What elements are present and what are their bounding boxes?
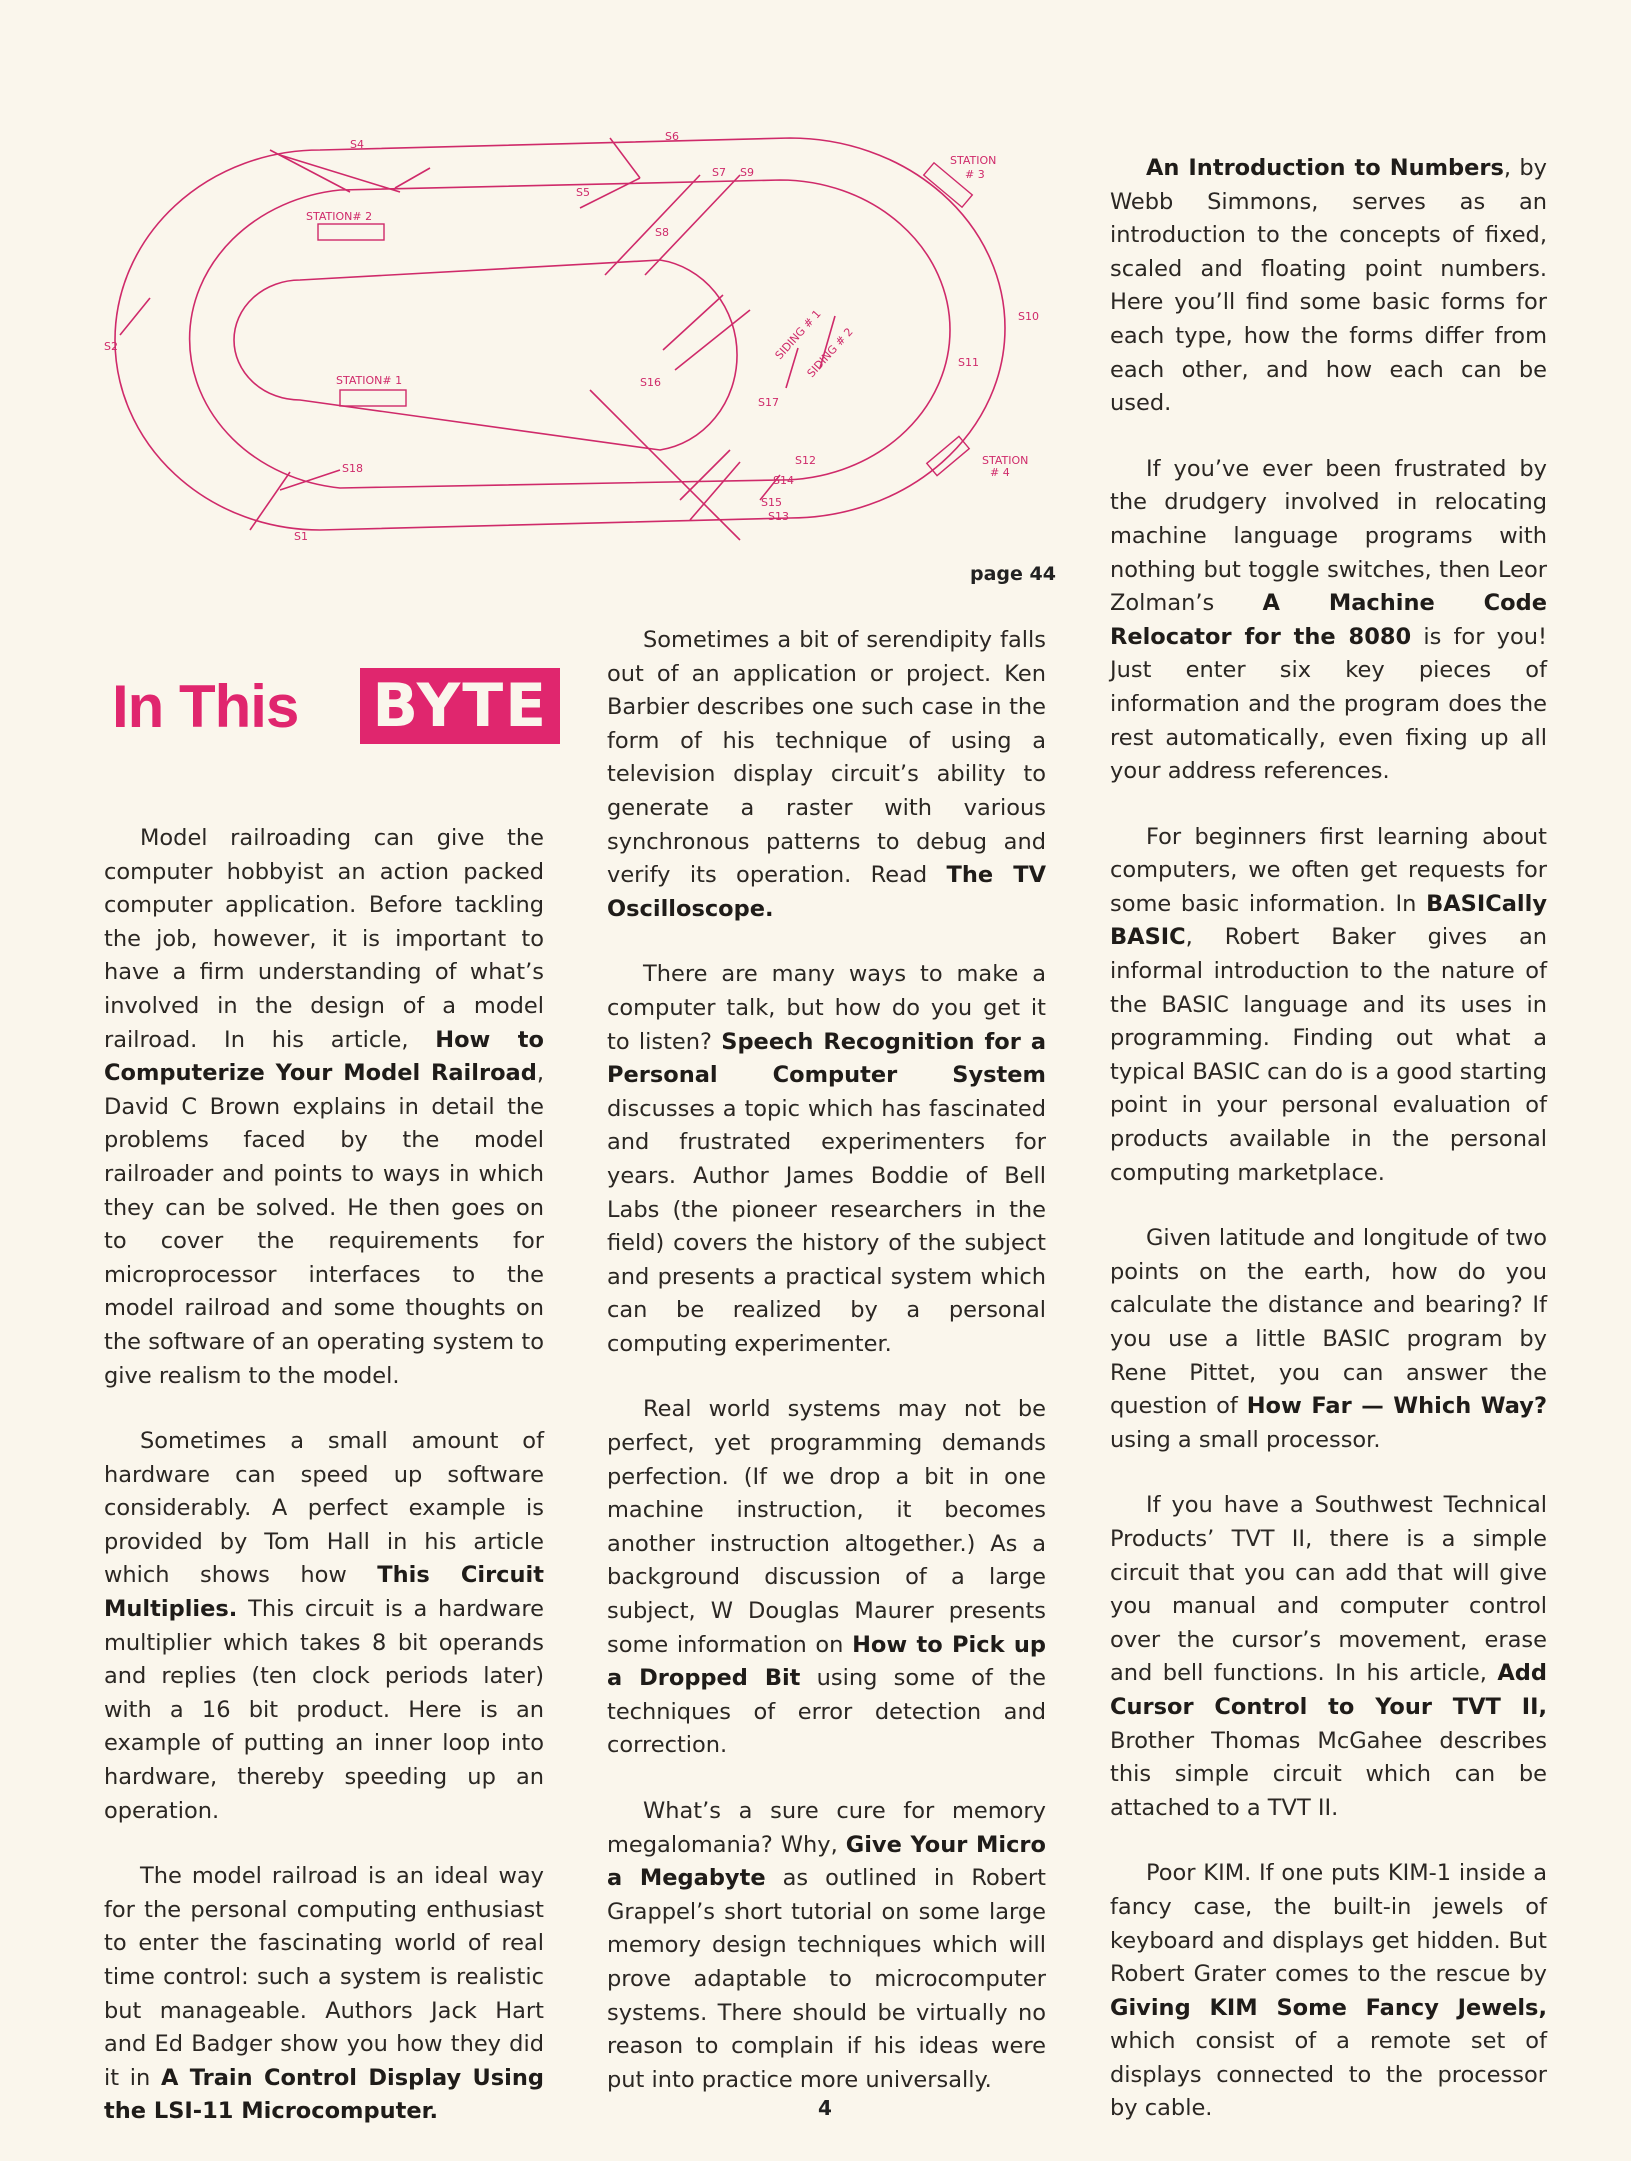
page-number: 4 xyxy=(818,2096,832,2120)
paragraph-text: Given latitude and longitude of two points on the earth, how do you calculate the distance and bearing? If you use a little BASIC program by Rene Pittet, you can answer the question of xyxy=(1110,1225,1547,1420)
outer-track xyxy=(115,138,1005,530)
paragraph-text: For beginners first learning about computers, we often get requests for some basic information. In xyxy=(1110,823,1547,917)
paragraph-text: using some of the techniques of error detection and correction. xyxy=(607,1665,1046,1759)
station-1-block xyxy=(340,390,406,406)
paragraph-text: is for you! Just enter six key pieces of information and the program does the rest automatically, even fixing up all your address references. xyxy=(1110,623,1547,785)
paragraph-text: which consist of a remote set of displays connected to the processor by cable. xyxy=(1110,2028,1547,2122)
switch-label: S12 xyxy=(795,454,816,467)
station-label: # 4 xyxy=(990,466,1010,479)
siding-label: SIDING # 1 xyxy=(772,307,824,363)
paragraph-text: Brother Thomas McGahee describes this simple circuit which can be attached to a TVT II. xyxy=(1110,1727,1547,1821)
article-title: A Machine Code Relocator for the 8080 xyxy=(1110,590,1547,650)
article-column-3 xyxy=(1110,152,1547,2158)
article-paragraph xyxy=(607,624,1046,926)
article-title: An Introduction to Numbers xyxy=(1146,155,1504,181)
switch-label: S2 xyxy=(104,340,118,353)
paragraph-text: If you have a Southwest Technical Products’ TVT II, there is a simple circuit that you can add that will give you manual and computer control over the cursor’s movement, erase and bell functions. In his article, xyxy=(1110,1492,1547,1687)
heading-text: In This xyxy=(112,672,299,740)
switch-label: S13 xyxy=(768,510,789,523)
article-paragraph xyxy=(1110,821,1547,1191)
article-title: This Circuit Multiplies. xyxy=(104,1562,544,1623)
paragraph-text: Poor KIM. If one puts KIM-1 inside a fancy case, the built-in jewels of keyboard and displays get hidden. But Robert Grater comes to the rescue by xyxy=(1110,1860,1547,1988)
switch-label: S18 xyxy=(342,462,363,475)
article-column-2 xyxy=(607,624,1046,2129)
inner-track xyxy=(234,260,737,450)
paragraph-text: If you’ve ever been frustrated by the drudgery involved in relocating machine language programs with nothing but toggle switches, then Leor Zolman’s xyxy=(1110,455,1547,617)
article-title: BASICally BASIC xyxy=(1110,890,1547,951)
article-paragraph xyxy=(104,1425,544,1828)
paragraph-text: as outlined in Robert Grappel’s short tutorial on some large memory design techniques which will prove adaptable to microcomputer systems. There should be virtually no reason to complain if his ideas were put into practice more universally. xyxy=(607,1865,1046,2093)
switch-label: S1 xyxy=(294,530,308,543)
paragraph-text: discusses a topic which has fascinated and frustrated experimenters for years. Author James Boddie of Bell Labs (the pioneer researchers in the field) covers the history of the subject and presents a practical system which can be realized by a personal computing experimenter. xyxy=(607,1095,1046,1357)
article-paragraph xyxy=(607,1393,1046,1763)
article-title: Giving KIM Some Fancy Jewels, xyxy=(1110,1994,1547,2021)
switch-label: S11 xyxy=(958,356,979,369)
switch-label: S8 xyxy=(655,226,669,239)
article-column-1 xyxy=(104,822,544,2161)
article-paragraph xyxy=(607,958,1046,1361)
switch-label: S9 xyxy=(740,166,754,179)
article-paragraph xyxy=(1110,152,1547,421)
article-paragraph xyxy=(1110,453,1547,789)
paragraph-text: Sometimes a bit of serendipity falls out of an application or project. Ken Barbier describes one such case in the form of his technique of using a television display circuit’s ability to generate a raster with various synchronous patterns to debug and verify its operation. Read xyxy=(607,627,1046,889)
article-paragraph xyxy=(607,1795,1046,2097)
byte-logo: BYTE xyxy=(360,668,560,744)
switch-label: S5 xyxy=(576,186,590,199)
switch-label: S14 xyxy=(773,474,794,487)
paragraph-text: , by Webb Simmons, serves as an introduction to the concepts of fixed, scaled and floating point numbers. Here you’ll find some basic forms for each type, how the forms differ from each other, and how each can be used. xyxy=(1110,155,1547,417)
article-title: Give Your Micro a Megabyte xyxy=(607,1831,1046,1892)
station-label: STATION xyxy=(982,454,1029,467)
switch-label: S6 xyxy=(665,130,679,143)
siding-label: SIDING # 2 xyxy=(804,325,856,381)
article-title: Add Cursor Control to Your TVT II, xyxy=(1110,1660,1547,1720)
paragraph-text: Model railroading can give the computer hobbyist an action packed computer application. Before tackling the job, however, it is important to have a firm understanding of what’s involved in the design of a model railroad. In his article, xyxy=(104,825,544,1053)
article-paragraph xyxy=(104,1860,544,2129)
railroad-layout-diagram xyxy=(100,120,1040,560)
paragraph-text: The model railroad is an ideal way for the personal computing enthusiast to enter the fascinating world of real time control: such a system is realistic but manageable. Authors Jack Hart and Ed Badger show you how they did it in xyxy=(104,1863,544,2091)
switch-label: S17 xyxy=(758,396,779,409)
paragraph-text: Sometimes a small amount of hardware can speed up software considerably. A perfect example is provided by Tom Hall in his article which shows how xyxy=(104,1428,544,1589)
paragraph-text: This circuit is a hardware multiplier which takes 8 bit operands and replies (ten clock periods later) with a 16 bit product. Here is an example of putting an inner loop into hardware, thereby speeding up an operation. xyxy=(104,1596,544,1824)
article-title: Speech Recognition for a Personal Computer System xyxy=(607,1028,1047,1089)
station-2-block xyxy=(318,224,384,240)
article-title: How to Pick up a Dropped Bit xyxy=(607,1631,1047,1692)
page-reference: page 44 xyxy=(970,563,1056,585)
paragraph-text: Real world systems may not be perfect, yet programming demands perfection. (If we drop a bit in one machine instruction, it becomes another instruction altogether.) As a background discussion of a large subject, W Douglas Maurer presents some information on xyxy=(607,1396,1046,1658)
article-title: How Far — Which Way? xyxy=(1246,1393,1548,1420)
station-label: STATION xyxy=(950,154,997,167)
paragraph-text: There are many ways to make a computer talk, but how do you get it to listen? xyxy=(607,961,1046,1055)
switch-label: S16 xyxy=(640,376,661,389)
article-paragraph xyxy=(1110,1857,1547,2126)
station-label: STATION# 2 xyxy=(306,210,373,223)
article-paragraph xyxy=(104,822,544,1393)
section-heading xyxy=(112,668,560,744)
station-label: STATION# 1 xyxy=(336,374,403,387)
middle-track xyxy=(190,180,950,488)
article-paragraph xyxy=(1110,1489,1547,1825)
switch-label: S15 xyxy=(761,496,782,509)
article-paragraph xyxy=(1110,1222,1547,1457)
paragraph-text: using a small processor. xyxy=(1110,1426,1381,1453)
article-title: How to Computerize Your Model Railroad xyxy=(104,1026,544,1087)
switch-label: S10 xyxy=(1018,310,1039,323)
switch-label: S4 xyxy=(350,138,364,151)
article-title: A Train Control Display Using the LSI-11 Microcomputer. xyxy=(104,2064,545,2125)
paragraph-text: What’s a sure cure for memory megalomania? Why, xyxy=(607,1798,1046,1858)
switch-label: S7 xyxy=(712,166,726,179)
station-label: # 3 xyxy=(965,168,985,181)
paragraph-text: , Robert Baker gives an informal introduction to the nature of the BASIC language and its uses in programming. Finding out what a typical BASIC can do is a good starting point in your personal evaluation of products available in the personal computing marketplace. xyxy=(1110,924,1547,1186)
article-title: The TV Oscilloscope. xyxy=(607,862,1046,922)
paragraph-text: , David C Brown explains in detail the problems faced by the model railroader and points to ways in which they can be solved. He then goes on to cover the requirements for microprocessor interfaces to the model railroad and some thoughts on the software of an operating system to give realism to the model. xyxy=(104,1060,544,1389)
